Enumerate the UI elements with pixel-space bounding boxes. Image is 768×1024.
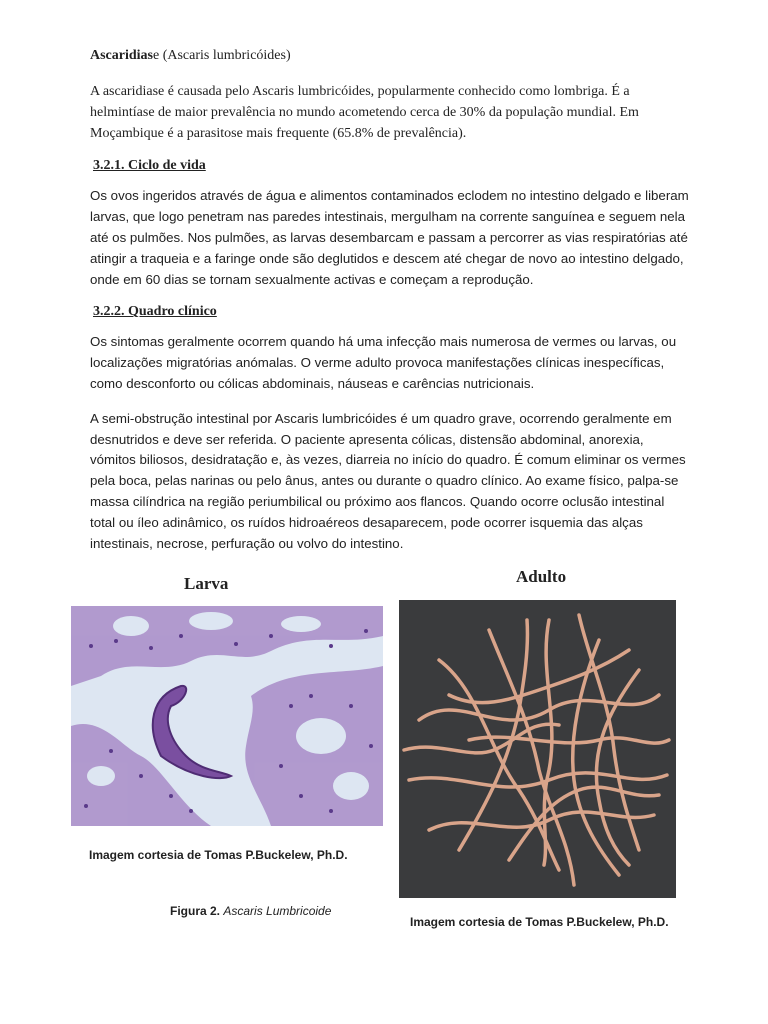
heading-ciclo-de-vida: 3.2.1. Ciclo de vida: [93, 158, 206, 174]
figure-caption: [170, 904, 331, 918]
title-bold: Ascaridias: [90, 48, 153, 63]
section-title: [90, 48, 690, 64]
adulto-title: Adulto: [516, 567, 567, 586]
adulto-caption: Imagem cortesia de Tomas P.Buckelew, Ph.D.: [410, 915, 669, 929]
larva-histology-image: [71, 606, 383, 826]
heading-quadro-clinico: 3.2.2. Quadro clínico: [93, 304, 217, 320]
quadro-paragraph-2: A semi-obstrução intestinal por Ascaris lumbricóides é um quadro grave, ocorrendo geralmente em desnutridos e deve ser referida. O paciente apresenta cólicas, distensão abdominal, anorexia, vómitos biliosos, desidratação e, às vezes, diarreia no início do quadro. É comum eliminar os vermes pela boca, pelas narinas ou pelo ânus, antes ou durante o quadro clínico. Ao exame físico, palpa-se massa cilíndrica na região periumbilical ou próximo aos flancos. Quando ocorre oclusão intestinal total ou íleo adinâmico, os ruídos hidroaéreos desaparecem, pode ocorrer isquemia das alças intestinais, necrose, perfuração ou volvo do intestino.: [90, 410, 686, 551]
ciclo-paragraph: Os ovos ingeridos através de água e alimentos contaminados eclodem no intestino delgado e liberam larvas, que logo penetram nas paredes intestinais, mergulham na corrente sanguínea e seguem nela até os pulmões. Nos pulmões, as larvas desembarcam e passam a percorrer as vias respiratórias até atingir a traqueia e a faringe onde são deglutidos e descem até chegar de novo ao intestino delgado, onde em 60 dias se tornam sexualmente activas e começam a reprodução.: [90, 188, 689, 287]
figure-name: Ascaris Lumbricoide: [223, 904, 332, 918]
intro-paragraph: A ascaridiase é causada pelo Ascaris lumbricóides, popularmente conhecido como lombriga. É a helmintíase de maior prevalência no mundo acometendo cerca de 30% da população mundial. Em Moçambique é a parasitose mais frequente (65.8% de prevalência).: [90, 84, 639, 141]
larva-photo: [71, 606, 383, 826]
quadro-paragraph-1: Os sintomas geralmente ocorrem quando há uma infecção mais numerosa de vermes ou larvas, ou localizações migratórias anómalas. O verme adulto provoca manifestações clínicas inespecíficas, como desconforto ou cólicas abdominais, náuseas e carências nutricionais.: [90, 334, 677, 391]
adulto-photo: [399, 600, 676, 898]
larva-caption: Imagem cortesia de Tomas P.Buckelew, Ph.D.: [89, 848, 348, 862]
adult-worms-image: [399, 600, 676, 898]
figure-number: Figura 2.: [170, 904, 221, 918]
document-body: [90, 48, 690, 568]
larva-title: Larva: [184, 574, 229, 593]
title-rest: e (Ascaris lumbricóides): [153, 48, 291, 63]
